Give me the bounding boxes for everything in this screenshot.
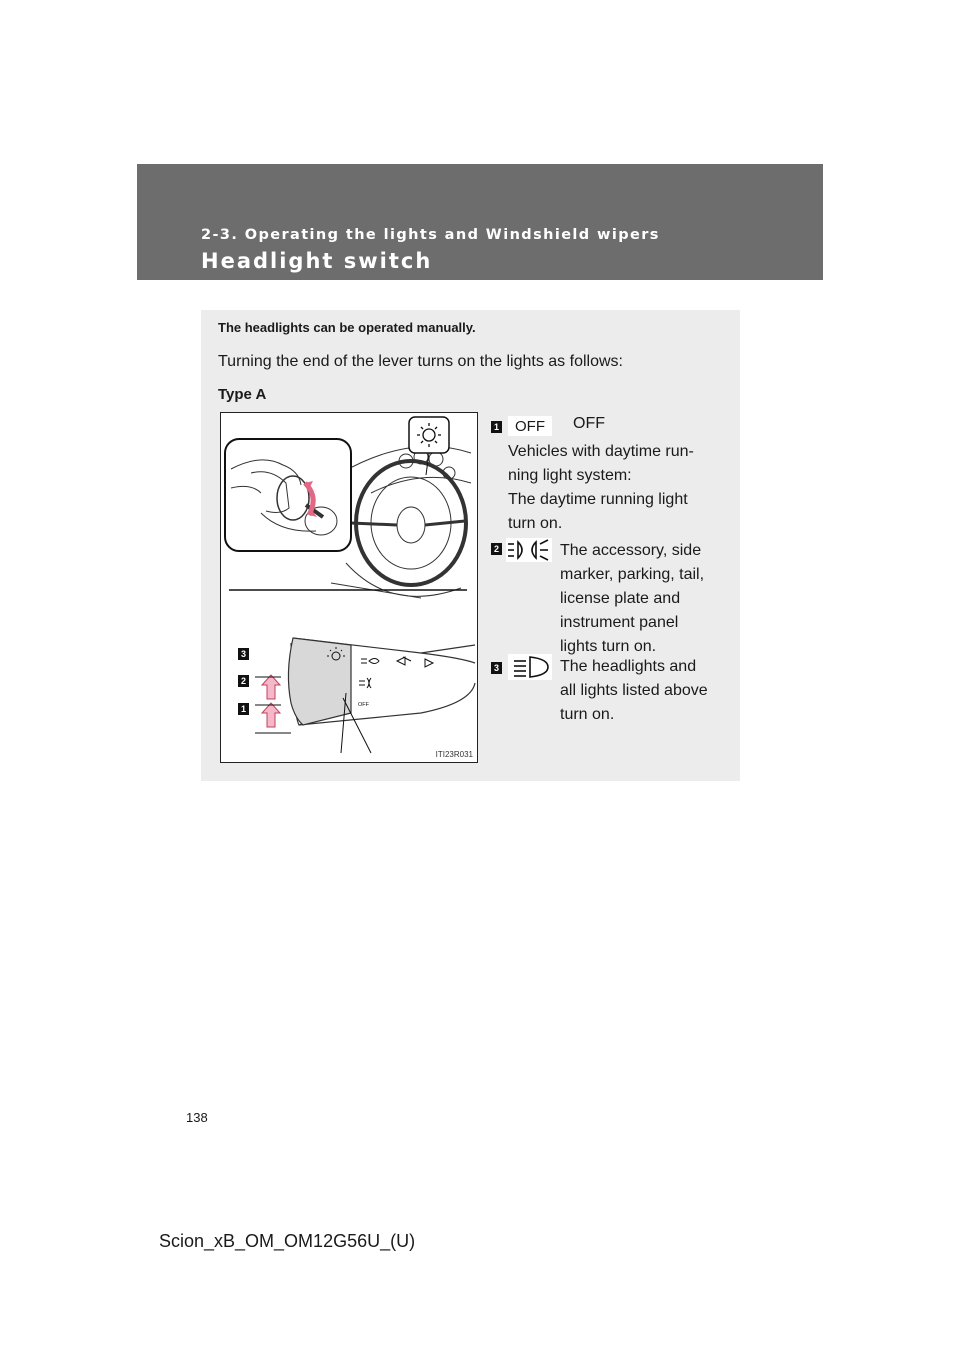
figure-callout-3: 3: [238, 648, 249, 660]
item-1-line: ning light system:: [508, 467, 632, 484]
section-title: 2-3. Operating the lights and Windshield wipers: [201, 227, 660, 243]
figure-callout-1: 1: [238, 703, 249, 715]
item-1-line: The daytime running light: [508, 491, 688, 508]
headlight-icon: [508, 654, 552, 680]
type-label: Type A: [218, 386, 267, 403]
item-number-3: 3: [491, 662, 502, 674]
headlight-switch-figure: [220, 412, 478, 763]
info-panel: [201, 310, 740, 781]
page-title: Headlight switch: [201, 249, 433, 273]
item-3-line: turn on.: [560, 706, 615, 723]
lever-illustration: [221, 413, 477, 762]
item-1-heading: OFF: [573, 415, 605, 432]
item-1-line: Vehicles with daytime run-: [508, 443, 694, 460]
item-2-line: license plate and: [560, 590, 681, 607]
document-id: Scion_xB_OM_OM12G56U_(U): [159, 1231, 416, 1251]
off-icon-label: OFF: [508, 416, 552, 436]
item-2-line: lights turn on.: [560, 638, 657, 655]
figure-code: ITI23R031: [435, 750, 473, 759]
page-number: 138: [186, 1110, 208, 1125]
parking-lights-icon: [506, 538, 552, 562]
item-number-1: 1: [491, 421, 502, 433]
item-3-line: The headlights and: [560, 658, 697, 675]
item-1-description: [508, 440, 718, 536]
item-2-description: [560, 539, 718, 659]
lever-off-label: OFF: [358, 702, 369, 708]
item-2-line: The accessory, side: [560, 542, 702, 559]
intro-text: Turning the end of the lever turns on the lights as follows:: [218, 353, 623, 370]
item-3-line: all lights listed above: [560, 682, 708, 699]
item-number-2: 2: [491, 543, 502, 555]
item-2-line: marker, parking, tail,: [560, 566, 705, 583]
section-header: [137, 164, 823, 280]
figure-callout-2: 2: [238, 675, 249, 687]
item-1-line: turn on.: [508, 515, 563, 532]
intro-bold-text: The headlights can be operated manually.: [218, 320, 476, 335]
item-2-line: instrument panel: [560, 614, 679, 631]
item-3-description: [560, 655, 718, 727]
